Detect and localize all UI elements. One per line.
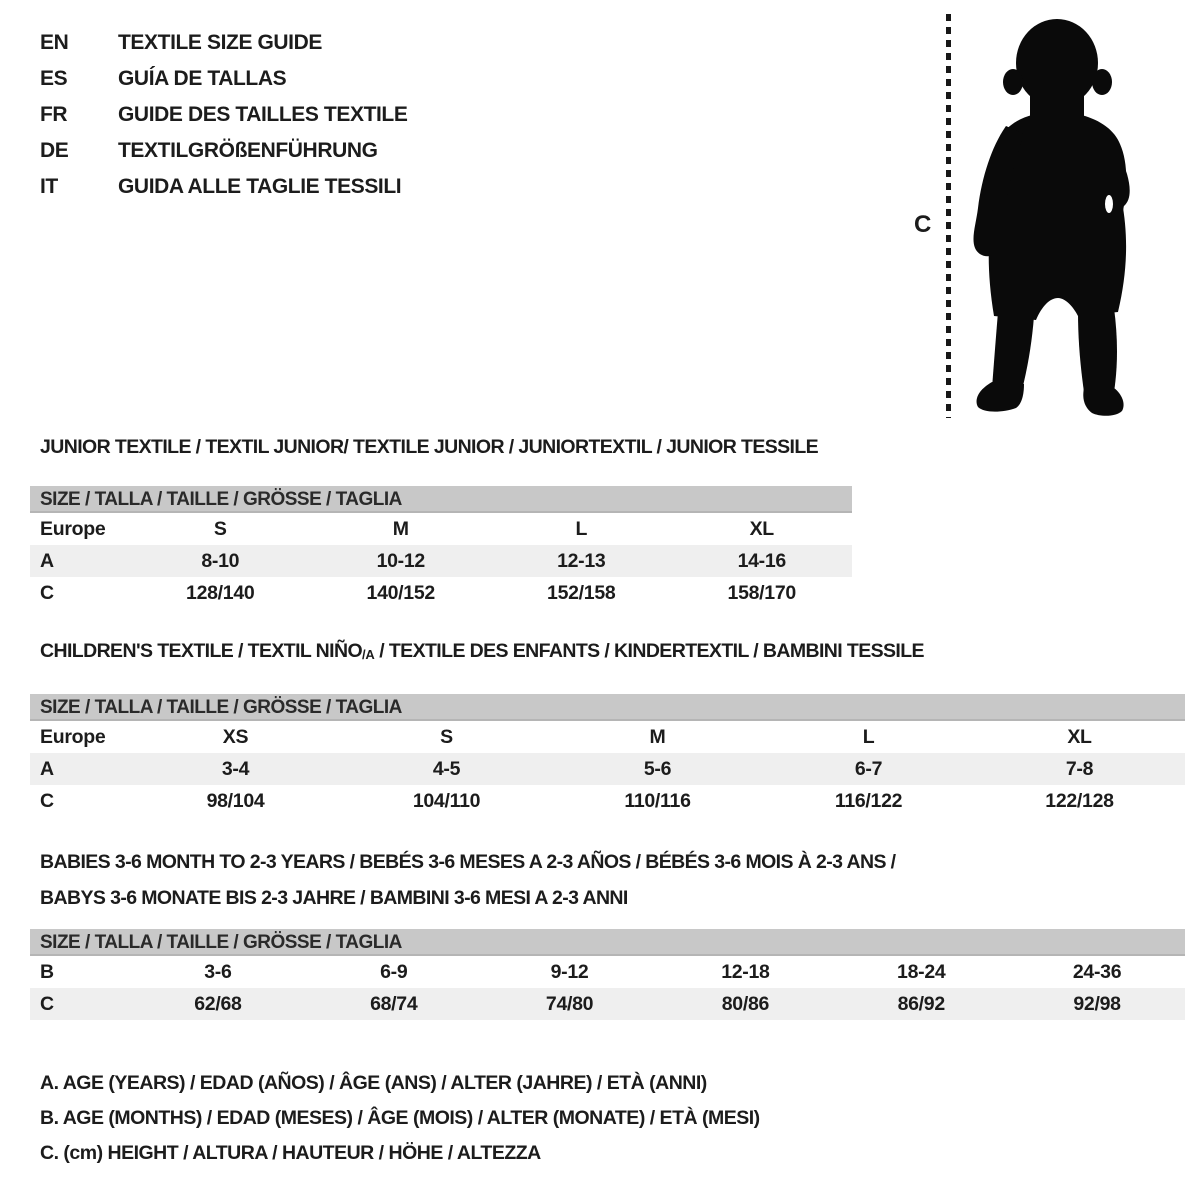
size-value: 9-12 [550,961,589,983]
toddler-silhouette-image [966,16,1142,420]
table-header-size: SIZE / TALLA / TAILLE / GRÖSSE / TAGLIA [30,694,1185,721]
size-value: 80/86 [721,993,770,1015]
size-value: 6-9 [380,961,408,983]
babies-size-table [30,929,1185,1020]
size-value: 4-5 [432,758,461,780]
row-label: C [40,790,54,812]
babies-title-line2: BABYS 3-6 MONATE BIS 2-3 JAHRE / BAMBINI 3-6 MESI A 2-3 ANNI [40,887,628,909]
children-title-subscript: /A [362,647,375,662]
lang-code: EN [40,31,69,54]
junior-size-table [30,486,852,609]
row-label: A [40,758,54,780]
table-row [30,721,1185,753]
size-value: M [392,518,409,540]
size-value: 128/140 [186,582,255,604]
size-value: XL [749,518,774,540]
size-value: 98/104 [206,790,265,812]
size-value: 158/170 [727,582,796,604]
size-value: L [575,518,588,540]
children-section-title [40,640,924,663]
row-label: C [40,582,54,604]
lang-title: TEXTILGRÖßENFÜHRUNG [118,139,378,162]
lang-title: TEXTILE SIZE GUIDE [118,31,322,54]
table-row [30,513,852,545]
babies-section-title [40,844,895,916]
size-value: 62/68 [194,993,242,1015]
legend-line-c: C. (cm) HEIGHT / ALTURA / HAUTEUR / HÖHE / ALTEZZA [40,1142,541,1164]
size-value: 116/122 [834,790,903,812]
lang-code: DE [40,139,69,162]
table-header-size: SIZE / TALLA / TAILLE / GRÖSSE / TAGLIA [30,929,1185,956]
size-value: 5-6 [643,758,672,780]
table-row [30,753,1185,785]
size-value: 140/152 [366,582,435,604]
size-value: L [862,726,875,748]
lang-title: GUÍA DE TALLAS [118,67,287,90]
junior-section-title: JUNIOR TEXTILE / TEXTIL JUNIOR/ TEXTILE JUNIOR / JUNIORTEXTIL / JUNIOR TESSILE [40,436,819,458]
table-row [30,577,852,609]
table-row [30,545,852,577]
size-value: 3-4 [221,758,250,780]
size-value: 68/74 [370,993,418,1015]
size-value: XL [1067,726,1092,748]
size-value: 7-8 [1065,758,1094,780]
height-measure-dashed-line [946,14,951,418]
children-size-table [30,694,1185,817]
lang-code: ES [40,67,68,90]
row-label: C [40,993,54,1015]
size-value: XS [222,726,249,748]
size-value: 110/116 [624,790,691,812]
lang-code: IT [40,175,58,198]
size-value: S [440,726,453,748]
size-value: 12-18 [721,961,770,983]
lang-row-de [40,133,407,169]
table-row [30,988,1185,1020]
table-row [30,956,1185,988]
height-measure-label-c: C [914,211,932,238]
lang-row-it [40,169,407,205]
size-value: 122/128 [1045,790,1114,812]
size-value: 18-24 [897,961,946,983]
babies-title-line1: BABIES 3-6 MONTH TO 2-3 YEARS / BEBÉS 3-6 MESES A 2-3 AÑOS / BÉBÉS 3-6 MOIS À 2-3 ANS / [40,851,896,873]
size-value: 12-13 [557,550,606,572]
lang-title: GUIDA ALLE TAGLIE TESSILI [118,175,402,198]
legend-line-a: A. AGE (YEARS) / EDAD (AÑOS) / ÂGE (ANS) / ALTER (JAHRE) / ETÀ (ANNI) [40,1072,707,1094]
row-label: B [40,961,54,983]
lang-row-en [40,25,407,61]
language-title-list [40,25,407,205]
lang-title: GUIDE DES TAILLES TEXTILE [118,103,408,126]
size-value: 92/98 [1073,993,1121,1015]
size-value: 8-10 [201,550,240,572]
size-value: S [213,518,227,540]
size-value: 24-36 [1072,961,1122,983]
table-row [30,785,1185,817]
size-value: 6-7 [854,758,883,780]
row-label: A [40,550,54,572]
lang-code: FR [40,103,68,126]
children-title-part2: / TEXTILE DES ENFANTS / KINDERTEXTIL / BAMBINI TESSILE [374,640,924,662]
legend-line-b: B. AGE (MONTHS) / EDAD (MESES) / ÂGE (MOIS) / ALTER (MONATE) / ETÀ (MESI) [40,1107,760,1129]
children-title-part1: CHILDREN'S TEXTILE / TEXTIL NIÑO [40,640,363,662]
size-value: M [649,726,666,748]
table-header-size: SIZE / TALLA / TAILLE / GRÖSSE / TAGLIA [30,486,852,513]
size-value: 74/80 [545,993,594,1015]
lang-row-fr [40,97,407,133]
size-value: 152/158 [547,582,616,604]
lang-row-es [40,61,407,97]
size-value: 10-12 [376,550,425,572]
row-label: Europe [40,518,106,540]
measurement-legend [40,1066,760,1171]
size-value: 104/110 [412,790,481,812]
size-value: 3-6 [204,961,232,983]
row-label: Europe [40,726,106,748]
size-value: 86/92 [897,993,945,1015]
size-value: 14-16 [737,550,786,572]
